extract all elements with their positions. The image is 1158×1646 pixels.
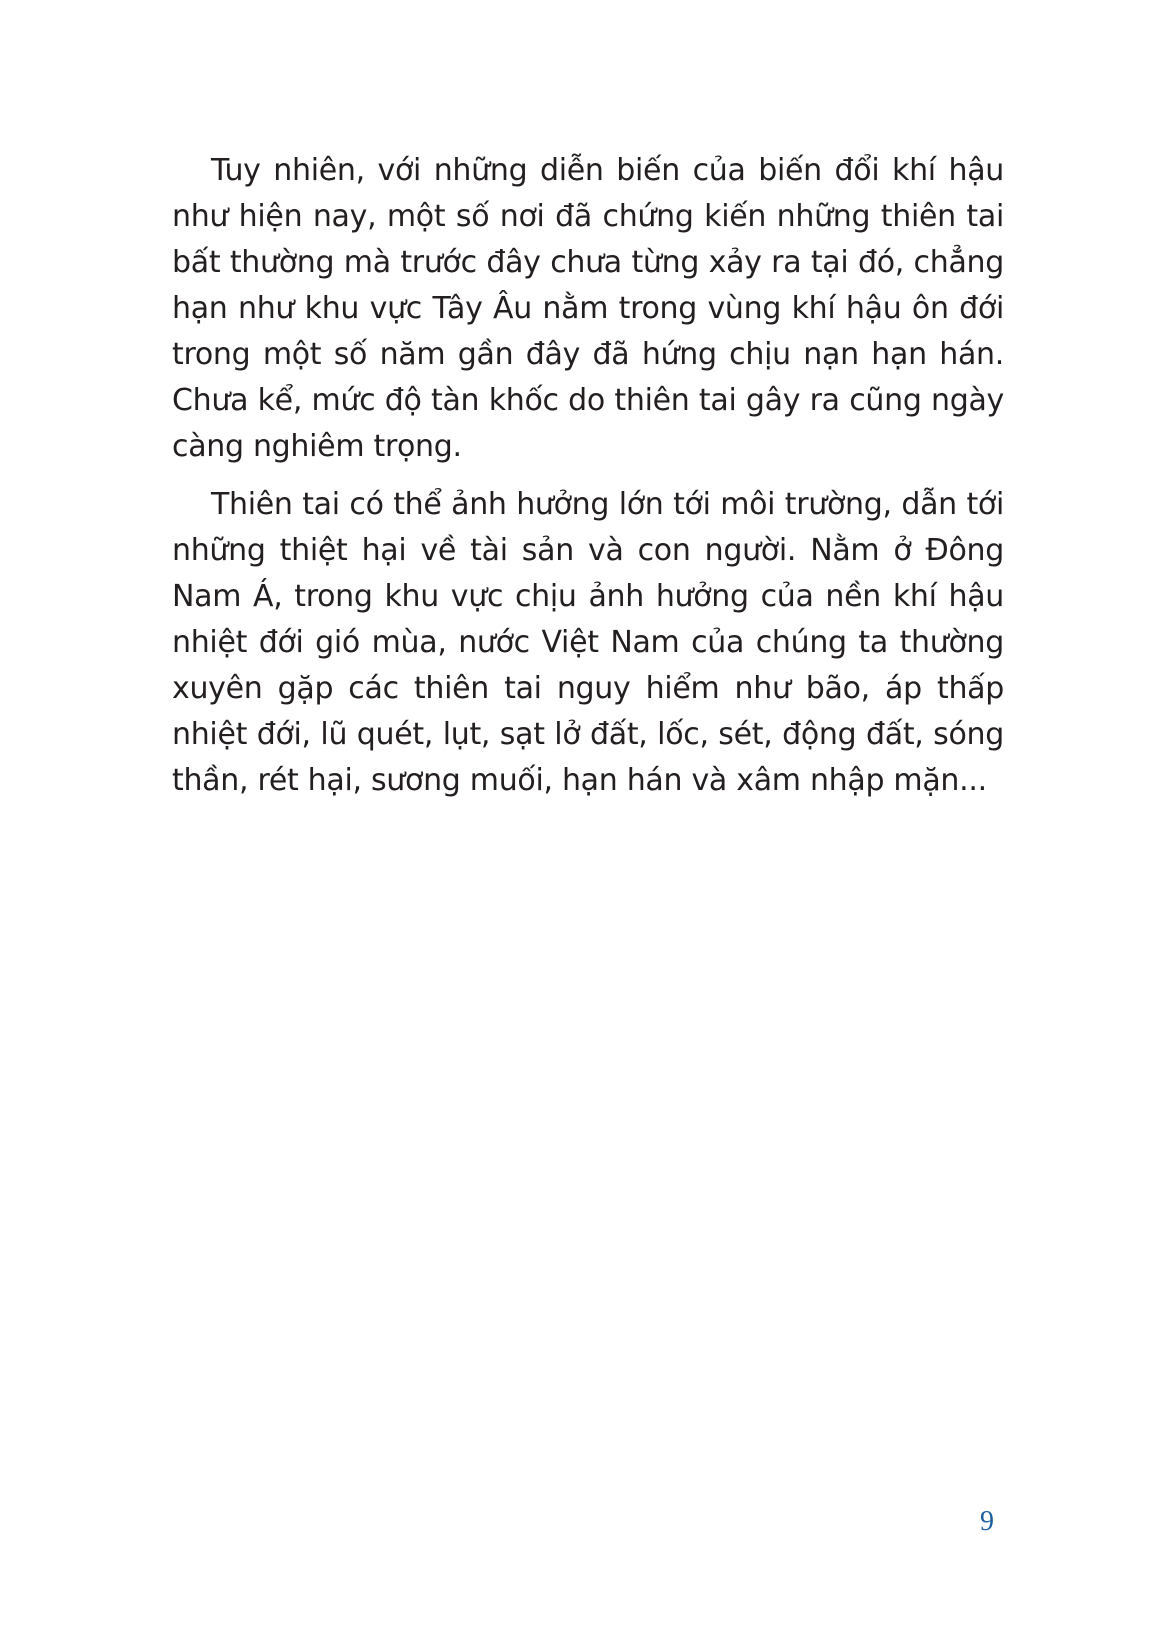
body-text	[172, 148, 1004, 816]
paragraph-1: Tuy nhiên, với những diễn biến của biến đổi khí hậu như hiện nay, một số nơi đã chứng kiến những thiên tai bất thường mà trước đây chưa từng xảy ra tại đó, chẳng hạn như khu vực Tây Âu nằm trong vùng khí hậu ôn đới trong một số năm gần đây đã hứng chịu nạn hạn hán. Chưa kể, mức độ tàn khốc do thiên tai gây ra cũng ngày càng nghiêm trọng.	[172, 153, 1004, 464]
paragraph-2: Thiên tai có thể ảnh hưởng lớn tới môi trường, dẫn tới những thiệt hại về tài sản và con người. Nằm ở Đông Nam Á, trong khu vực chịu ảnh hưởng của nền khí hậu nhiệt đới gió mùa, nước Việt Nam của chúng ta thường xuyên gặp các thiên tai nguy hiểm như bão, áp thấp nhiệt đới, lũ quét, lụt, sạt lở đất, lốc, sét, động đất, sóng thần, rét hại, sương muối, hạn hán và xâm nhập mặn...	[172, 487, 1004, 798]
page-number: 9	[980, 1506, 994, 1537]
